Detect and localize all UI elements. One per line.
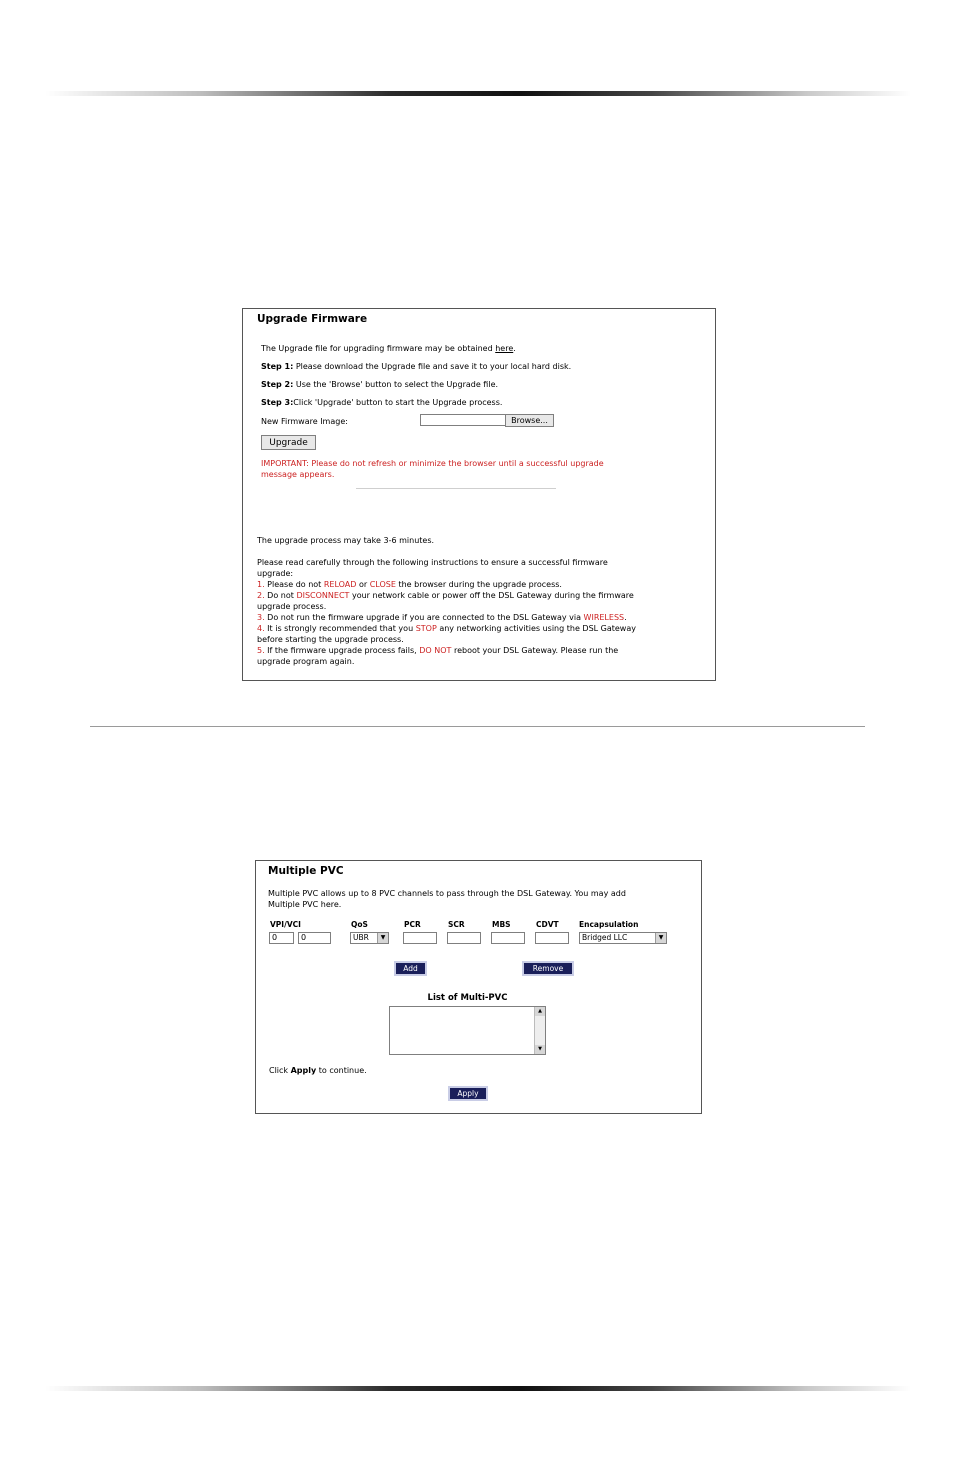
instruction-item-2: 2. Do not DISCONNECT your network cable or power off the DSL Gateway during the firmware — [257, 591, 634, 600]
mbs-input[interactable] — [491, 932, 525, 944]
chevron-down-icon: ▼ — [655, 933, 666, 943]
upgrade-duration-text: The upgrade process may take 3-6 minutes. — [257, 536, 435, 545]
remove-button[interactable]: Remove — [524, 963, 572, 974]
instruction-item-5: 5. If the firmware upgrade process fails, DO NOT reboot your DSL Gateway. Please run the — [257, 646, 619, 655]
browse-button[interactable]: Browse... — [505, 414, 554, 427]
cdvt-header: CDVT — [536, 920, 559, 929]
qos-select[interactable] — [350, 932, 389, 944]
vpi-vci-header: VPI/VCI — [270, 920, 301, 929]
vpi-input[interactable]: 0 — [269, 932, 294, 944]
firmware-file-input[interactable] — [420, 414, 505, 426]
pcr-input[interactable] — [403, 932, 437, 944]
instruction-item-3: 3. Do not run the firmware upgrade if you are connected to the DSL Gateway via WIRELESS. — [257, 613, 627, 622]
instructions-intro-line-2: upgrade: — [257, 569, 294, 578]
firmware-image-label: New Firmware Image: — [261, 417, 348, 426]
instruction-item-2-cont: upgrade process. — [257, 602, 327, 611]
instruction-item-5-cont: upgrade program again. — [257, 657, 355, 666]
apply-instruction-text: Click Apply to continue. — [269, 1066, 367, 1075]
encapsulation-selected-value: Bridged LLC — [582, 933, 628, 942]
cdvt-input[interactable] — [535, 932, 569, 944]
instruction-item-4: 4. It is strongly recommended that you STOP any networking activities using the DSL Gateway — [257, 624, 636, 633]
listbox-scrollbar[interactable] — [534, 1007, 545, 1054]
scroll-up-icon[interactable]: ▲ — [535, 1007, 545, 1016]
scr-input[interactable] — [447, 932, 481, 944]
pvc-description-line-2: Multiple PVC here. — [268, 900, 342, 909]
intro-text: The Upgrade file for upgrading firmware may be obtained here. — [261, 344, 516, 353]
instruction-item-4-cont: before starting the upgrade process. — [257, 635, 404, 644]
pcr-header: PCR — [404, 920, 421, 929]
multiple-pvc-panel — [255, 860, 702, 1114]
add-button[interactable]: Add — [396, 963, 425, 974]
section-divider — [356, 488, 556, 489]
qos-selected-value: UBR — [353, 933, 369, 942]
vci-input[interactable]: 0 — [298, 932, 331, 944]
scr-header: SCR — [448, 920, 465, 929]
pvc-description-line-1: Multiple PVC allows up to 8 PVC channels to pass through the DSL Gateway. You may add — [268, 889, 626, 898]
qos-header: QoS — [351, 920, 368, 929]
upgrade-button[interactable]: Upgrade — [261, 435, 316, 450]
upgrade-firmware-title: Upgrade Firmware — [257, 313, 368, 325]
apply-button[interactable]: Apply — [450, 1088, 486, 1099]
middle-divider-rule — [90, 726, 865, 727]
top-decorative-rule — [45, 91, 911, 96]
encapsulation-select[interactable] — [579, 932, 667, 944]
step-3-text: Step 3:Click 'Upgrade' button to start the Upgrade process. — [261, 398, 503, 407]
important-warning-line-1: IMPORTANT: Please do not refresh or minimize the browser until a successful upgrade — [261, 459, 604, 468]
important-warning-line-2: message appears. — [261, 470, 335, 479]
multiple-pvc-title: Multiple PVC — [268, 865, 344, 877]
chevron-down-icon: ▼ — [377, 933, 388, 943]
step-2-text: Step 2: Use the 'Browse' button to select the Upgrade file. — [261, 380, 499, 389]
scroll-down-icon[interactable]: ▼ — [535, 1045, 545, 1054]
multi-pvc-list-title: List of Multi-PVC — [427, 993, 508, 1003]
instructions-intro-line-1: Please read carefully through the following instructions to ensure a successful firmware — [257, 558, 608, 567]
multi-pvc-listbox[interactable] — [389, 1006, 546, 1055]
instruction-item-1: 1. Please do not RELOAD or CLOSE the browser during the upgrade process. — [257, 580, 562, 589]
encapsulation-header: Encapsulation — [579, 920, 639, 929]
firmware-download-link[interactable]: here — [495, 344, 514, 353]
step-1-text: Step 1: Please download the Upgrade file and save it to your local hard disk. — [261, 362, 572, 371]
bottom-decorative-rule — [45, 1386, 911, 1391]
mbs-header: MBS — [492, 920, 511, 929]
upgrade-firmware-panel — [242, 308, 716, 681]
